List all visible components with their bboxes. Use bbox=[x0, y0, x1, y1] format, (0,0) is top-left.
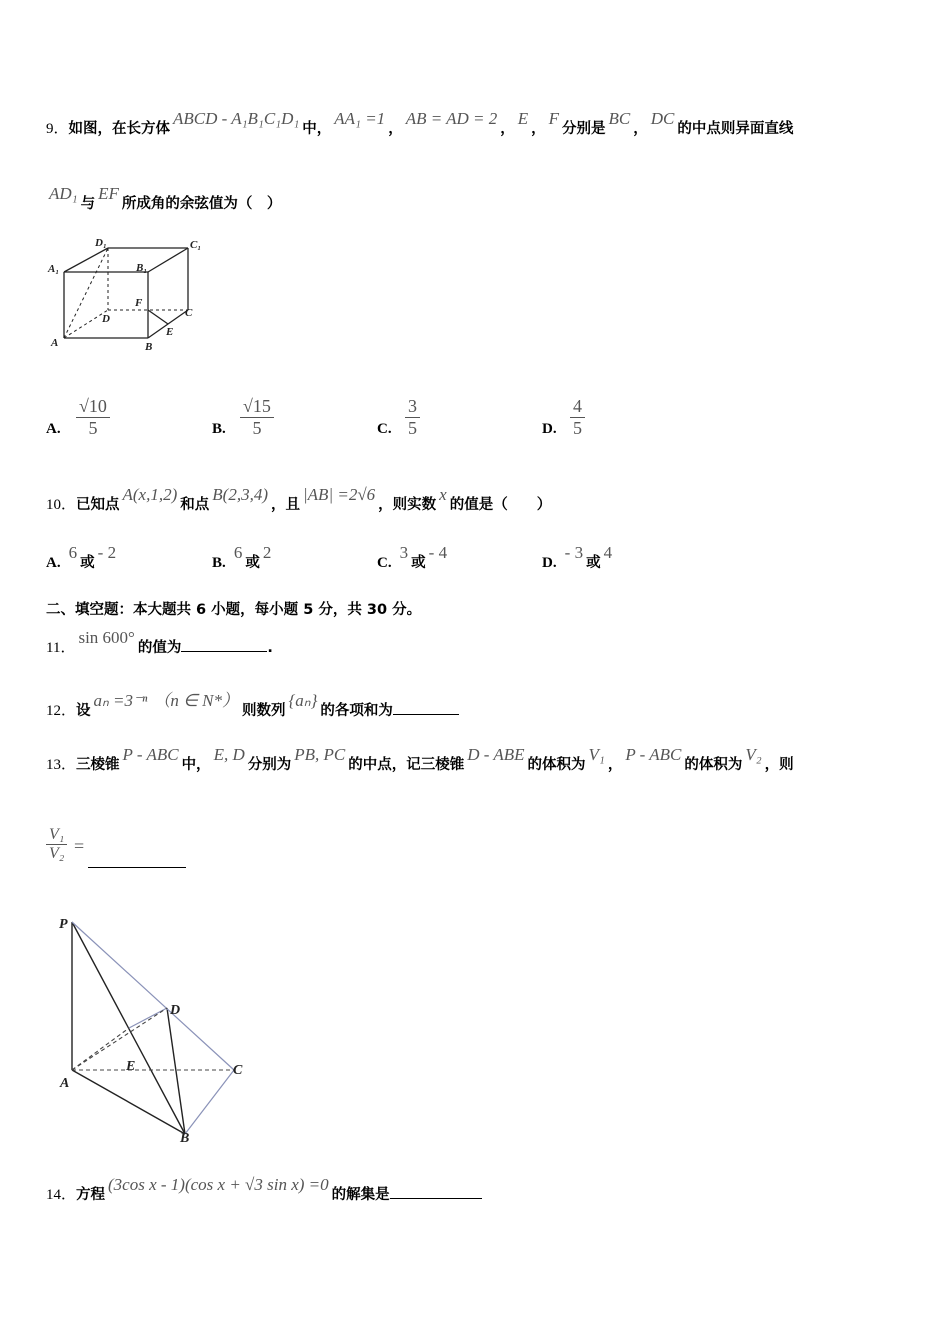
math-expression: DC bbox=[650, 109, 675, 128]
label-B1: B₁ bbox=[136, 262, 148, 274]
label-F: F bbox=[135, 297, 143, 309]
answer-blank[interactable] bbox=[88, 853, 186, 868]
math-expression: AB = AD = 2 bbox=[405, 109, 498, 128]
math-expression: B(2,3,4) bbox=[212, 485, 268, 504]
q9-option-b-fraction[interactable]: $\frac{√15}{5}$ bbox=[240, 396, 274, 439]
q10-option-b[interactable]: B. 6或2 bbox=[212, 543, 272, 571]
math-expression: aₙ =3⁻ⁿ bbox=[93, 691, 148, 710]
q10-option-c[interactable]: C. 3或- 4 bbox=[377, 543, 448, 571]
q9-option-a-label: A. bbox=[46, 421, 61, 437]
question-number: 11． bbox=[46, 640, 76, 656]
math-expression: (3cos x - 1)(cos x + √3 sin x) =0 bbox=[108, 1175, 329, 1194]
question-number: 10． bbox=[46, 497, 77, 513]
label-A: A bbox=[51, 337, 59, 349]
math-expression: BC bbox=[608, 109, 631, 128]
answer-blank[interactable] bbox=[393, 700, 459, 715]
answer-blank[interactable] bbox=[181, 637, 267, 652]
section-heading: 二、填空题：本大题共 6 小题，每小题 5 分，共 30 分。 bbox=[46, 602, 422, 618]
math-expression: AA₁ =1 bbox=[334, 109, 386, 128]
math-expression: F bbox=[548, 109, 560, 128]
q9-option-c-fraction[interactable]: $\frac{3}{5}$ bbox=[405, 396, 420, 439]
equals-sign: = bbox=[74, 836, 85, 856]
label-E: E bbox=[126, 1059, 136, 1074]
label-P: P bbox=[59, 917, 68, 932]
label-D: D bbox=[170, 1003, 181, 1018]
label-C: C bbox=[233, 1063, 243, 1078]
q14-line: 14．方程(3cos x - 1)(cos x + √3 sin x) =0的解集是 bbox=[46, 1183, 482, 1204]
math-expression: ABCD - A₁B₁C₁D₁ bbox=[173, 109, 300, 128]
q9-line2: AD₁与EF所成角的余弦值为（ ） bbox=[46, 192, 281, 213]
q9-option-c-label: C. bbox=[377, 421, 392, 437]
volume-ratio-fraction: $\frac{\text{V₁}}{\text{V₂}}$ bbox=[46, 826, 67, 863]
math-expression: A(x,1,2) bbox=[122, 485, 178, 504]
tetrahedron-figure bbox=[52, 910, 258, 1146]
math-expression: P - ABC bbox=[122, 745, 179, 764]
q11-line: 11．sin 600°的值为 . bbox=[46, 628, 273, 656]
question-number: 14． bbox=[46, 1187, 77, 1203]
q9-option-a-fraction[interactable]: $\frac{√10}{5}$ bbox=[76, 396, 110, 439]
q10-option-d[interactable]: D. - 3或4 bbox=[542, 543, 613, 571]
question-number: 13． bbox=[46, 757, 77, 773]
math-expression: D - ABE bbox=[467, 745, 525, 764]
question-number: 12． bbox=[46, 703, 77, 719]
label-D1: D₁ bbox=[95, 237, 107, 249]
q9-option-d-label: D. bbox=[542, 421, 557, 437]
math-expression: x bbox=[439, 485, 447, 504]
cuboid-figure bbox=[44, 234, 214, 356]
label-C1: C₁ bbox=[190, 239, 202, 251]
label-A1: A₁ bbox=[48, 263, 60, 275]
label-E: E bbox=[166, 326, 174, 338]
math-expression: EF bbox=[98, 184, 119, 203]
math-expression: （n ∈ N*） bbox=[153, 691, 239, 710]
math-expression: E, D bbox=[213, 745, 245, 764]
q9-option-b-label: B. bbox=[212, 421, 226, 437]
math-expression: sin 600° bbox=[78, 628, 135, 647]
q9-line1: 9．如图，在长方体ABCD - A₁B₁C₁D₁中，AA₁ =1，AB = AD = 2，E，F分别是BC，DC的中点则异面直线 bbox=[46, 109, 794, 137]
label-D: D bbox=[102, 313, 110, 325]
q9-option-d-fraction[interactable]: $\frac{4}{5}$ bbox=[570, 396, 585, 439]
math-expression: {aₙ} bbox=[288, 691, 318, 710]
math-expression: E bbox=[517, 109, 529, 128]
label-A: A bbox=[60, 1076, 70, 1091]
q10-line: 10．已知点A(x,1,2)和点B(2,3,4)，且|AB| =2√6，则实数x的值是（ ） bbox=[46, 485, 552, 513]
math-expression: AD₁ bbox=[49, 184, 78, 203]
math-expression: |AB| =2√6 bbox=[303, 485, 376, 504]
label-C: C bbox=[185, 307, 193, 319]
question-number: 9． bbox=[46, 121, 69, 137]
q13-line: 13．三棱锥P - ABC中，E, D分别为PB, PC的中点，记三棱锥D - ABE的体积为V₁，P - ABC的体积为V₂，则 bbox=[46, 745, 794, 773]
math-expression: V₂ bbox=[745, 745, 762, 764]
math-expression: V₁ bbox=[588, 745, 605, 764]
label-B: B bbox=[145, 341, 153, 353]
math-expression: PB, PC bbox=[294, 745, 346, 764]
q10-option-a[interactable]: A. 6或- 2 bbox=[46, 543, 117, 571]
q12-line: 12．设aₙ =3⁻ⁿ （n ∈ N*）则数列{aₙ}的各项和为 bbox=[46, 695, 459, 720]
label-B: B bbox=[180, 1131, 190, 1146]
answer-blank[interactable] bbox=[390, 1184, 482, 1199]
math-expression: P - ABC bbox=[625, 745, 682, 764]
